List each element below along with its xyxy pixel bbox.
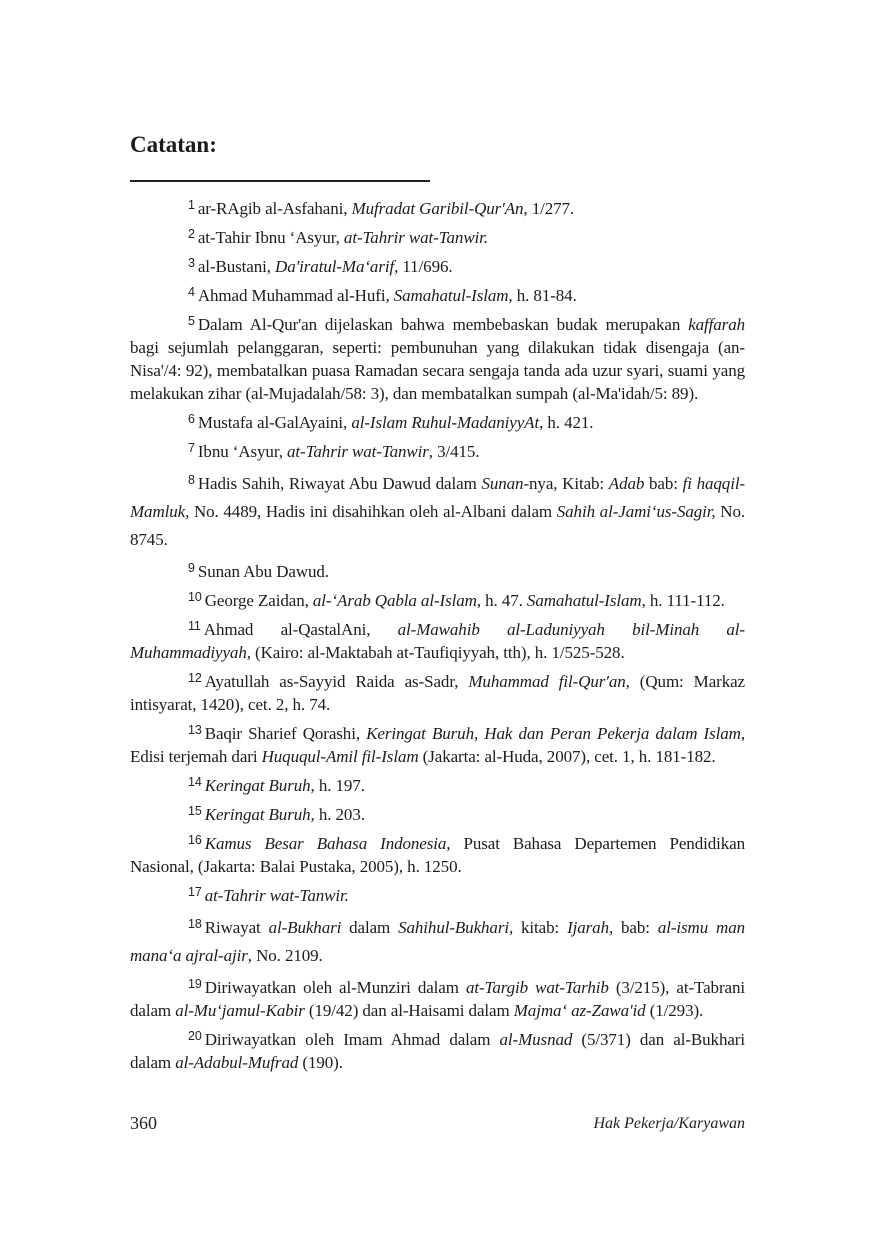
footnote-number: 13 — [188, 723, 202, 737]
footnote-11 — [130, 615, 745, 664]
footnote-text: Diriwayatkan oleh al-Munziri dalam — [204, 978, 466, 997]
footnote-text: Mustafa al-GalAyaini, — [197, 413, 352, 432]
footnote-17 — [130, 881, 745, 907]
footnote-text: ar-RAgib al-Asfahani, — [197, 199, 352, 218]
footnote-text: , h. 111-112. — [641, 591, 725, 610]
footnote-10 — [130, 586, 745, 612]
footnote-separator — [130, 180, 430, 182]
footnote-italic-title: al-Musnad — [499, 1030, 573, 1049]
footnote-italic-title: Mufradat Garibil-Qur'An — [351, 199, 524, 218]
footnote-6 — [130, 408, 745, 434]
footnote-13 — [130, 719, 745, 768]
footnote-text: Ahmad Muhammad al-Hufi, — [197, 286, 394, 305]
footnote-italic-title: Samahatul-Islam — [393, 286, 509, 305]
footnote-italic-title: Keringat Buruh, — [204, 776, 315, 795]
footnote-number: 14 — [188, 775, 202, 789]
footnote-text: No. 8745. — [130, 502, 745, 549]
footnote-text: (Qum: Markaz intisyarat, 1420), cet. 2, h. 74. — [130, 672, 745, 714]
footnote-text: George Zaidan, — [204, 591, 313, 610]
footnote-text: -nya, Kitab: — [523, 474, 609, 493]
footnote-text: (190). — [298, 1053, 343, 1072]
footnote-number: 10 — [188, 590, 202, 604]
footnote-italic-title: at-Tahrir wat-Tanwir. — [204, 886, 349, 905]
footnote-text: , 11/696. — [394, 257, 453, 276]
footnote-text: Ibnu ‘Asyur, — [197, 442, 288, 461]
footnote-italic-title: Kamus Besar Bahasa Indonesia, — [204, 834, 451, 853]
footnote-italic-title: Samahatul-Islam — [526, 591, 642, 610]
footnote-text: , No. 2109. — [247, 946, 323, 965]
footnote-text: (Jakarta: al-Huda, 2007), cet. 1, h. 181-182. — [418, 747, 716, 766]
footnote-16 — [130, 829, 745, 878]
footnote-text: at-Tahir Ibnu ‘Asyur, — [197, 228, 344, 247]
footnotes-list — [130, 194, 745, 1077]
footnote-number: 8 — [188, 473, 195, 487]
footnote-number: 3 — [188, 256, 195, 270]
footnote-5 — [130, 310, 745, 405]
footnote-8 — [130, 466, 745, 554]
footnote-italic-title: kaffarah — [688, 315, 745, 334]
footnote-9 — [130, 557, 745, 583]
footnote-text: Diriwayatkan oleh Imam Ahmad dalam — [204, 1030, 500, 1049]
footnote-text: dalam — [341, 918, 399, 937]
footnote-text: Ahmad al-QastalAni, — [203, 620, 398, 639]
footnote-italic-title: al-Mu‘jamul-Kabir — [175, 1001, 305, 1020]
footnote-number: 12 — [188, 671, 202, 685]
running-footer-title: Hak Pekerja/Karyawan — [593, 1115, 745, 1132]
footnote-number: 17 — [188, 885, 202, 899]
footnote-italic-title: al-Mawahib al-Laduniyyah bil-Minah al-Muhammadiyyah, — [130, 620, 745, 662]
footnote-number: 16 — [188, 833, 202, 847]
footnote-italic-title: Keringat Buruh, Hak dan Peran Pekerja dalam Islam — [366, 724, 741, 743]
footnote-text: No. 4489, Hadis ini disahihkan oleh al-Albani dalam — [189, 502, 557, 521]
footnote-text: (5/371) dan al-Bukhari dalam — [130, 1030, 745, 1072]
footnote-italic-title: at-Tahrir wat-Tanwir. — [343, 228, 488, 247]
footnote-italic-title: Muhammad fil-Qur'an, — [468, 672, 630, 691]
footnote-text: , Edisi terjemah dari — [130, 724, 745, 766]
footnote-text: (19/42) dan al-Haisami dalam — [304, 1001, 514, 1020]
footnote-number: 1 — [188, 198, 195, 212]
footnote-number: 19 — [188, 977, 202, 991]
footnote-text: , h. 421. — [539, 413, 594, 432]
footnote-text: (1/293). — [645, 1001, 704, 1020]
page-heading: Catatan: — [130, 132, 217, 157]
footnote-text: Hadis Sahih, Riwayat Abu Dawud dalam — [197, 474, 482, 493]
footnote-italic-title: al-‘Arab Qabla al-Islam — [312, 591, 477, 610]
footnote-number: 15 — [188, 804, 202, 818]
footnote-text: , h. 81-84. — [508, 286, 577, 305]
footnote-text: Sunan Abu Dawud. — [197, 562, 329, 581]
footnote-3 — [130, 252, 745, 278]
footnote-text: Ayatullah as-Sayyid Raida as-Sadr, — [204, 672, 469, 691]
footnote-text: Baqir Sharief Qorashi, — [204, 724, 367, 743]
footnote-italic-title: Huququl-Amil fil-Islam — [261, 747, 419, 766]
footnote-number: 4 — [188, 285, 195, 299]
footnote-text: bab: — [613, 918, 658, 937]
footnote-text: bab: — [644, 474, 683, 493]
footnote-text: h. 197. — [314, 776, 365, 795]
footnote-text: al-Bustani, — [197, 257, 276, 276]
footnote-text: bagi sejumlah pelanggaran, seperti: pembunuhan yang dilakukan tidak disengaja (an-Nisa'/4: 92), membatalkan puasa Ramadan secara sengaja tanda ada uzur syari, suami yang melakukan zihar (al-Mujadalah/58: 3), dan membatalkan sumpah (al-Ma'idah/5: 89). — [130, 338, 745, 403]
footnote-number: 5 — [188, 314, 195, 328]
footnote-text: Riwayat — [204, 918, 269, 937]
footnote-italic-title: Sahihul-Bukhari, — [398, 918, 514, 937]
footnote-text: , 3/415. — [428, 442, 480, 461]
footnote-20 — [130, 1025, 745, 1074]
footnote-text: , 1/277. — [523, 199, 575, 218]
footnote-italic-title: at-Targib wat-Tarhib — [465, 978, 609, 997]
footnote-number: 9 — [188, 561, 195, 575]
footnote-text: (Kairo: al-Maktabah at-Taufiqiyyah, tth), h. 1/525-528. — [250, 643, 625, 662]
footnote-7 — [130, 437, 745, 463]
footnote-number: 2 — [188, 227, 195, 241]
page-number: 360 — [130, 1113, 157, 1133]
footnote-2 — [130, 223, 745, 249]
footnote-number: 11 — [188, 619, 201, 633]
footnote-19 — [130, 973, 745, 1022]
footnote-italic-title: Keringat Buruh, — [204, 805, 315, 824]
footnote-italic-title: Adab — [608, 474, 645, 493]
footnote-italic-title: Sahih al-Jami‘us-Sagir, — [556, 502, 716, 521]
footnote-italic-title: al-Adabul-Mufrad — [175, 1053, 299, 1072]
footnote-text: Pusat Bahasa Departemen Pendidikan Nasional, (Jakarta: Balai Pustaka, 2005), h. 1250. — [130, 834, 745, 876]
footnote-italic-title: al-ismu man mana‘a ajral-ajir — [130, 918, 745, 965]
footnote-text: (3/215), at-Tabrani dalam — [130, 978, 745, 1020]
footnote-4 — [130, 281, 745, 307]
footnote-18 — [130, 910, 745, 970]
footnote-italic-title: Majma‘ az-Zawa'id — [513, 1001, 646, 1020]
footnote-number: 20 — [188, 1029, 202, 1043]
footnote-italic-title: Sunan — [481, 474, 524, 493]
footnote-italic-title: fi haqqil-Mamluk, — [130, 474, 745, 521]
footnote-italic-title: Ijarah, — [567, 918, 614, 937]
footnote-italic-title: at-Tahrir wat-Tanwir — [287, 442, 429, 461]
footnote-italic-title: al-Islam Ruhul-MadaniyyAt — [351, 413, 540, 432]
footnote-text: , h. 47. — [476, 591, 527, 610]
footnote-text: h. 203. — [314, 805, 365, 824]
footnote-14 — [130, 771, 745, 797]
footnote-number: 18 — [188, 917, 202, 931]
footnote-number: 6 — [188, 412, 195, 426]
footnote-number: 7 — [188, 441, 195, 455]
footnote-1 — [130, 194, 745, 220]
footnote-italic-title: Da'iratul-Ma‘arif — [275, 257, 395, 276]
footnote-text: kitab: — [513, 918, 568, 937]
footnote-12 — [130, 667, 745, 716]
footnote-italic-title: al-Bukhari — [268, 918, 342, 937]
footnote-text: Dalam Al-Qur'an dijelaskan bahwa membebaskan budak merupakan — [197, 315, 689, 334]
footnote-15 — [130, 800, 745, 826]
